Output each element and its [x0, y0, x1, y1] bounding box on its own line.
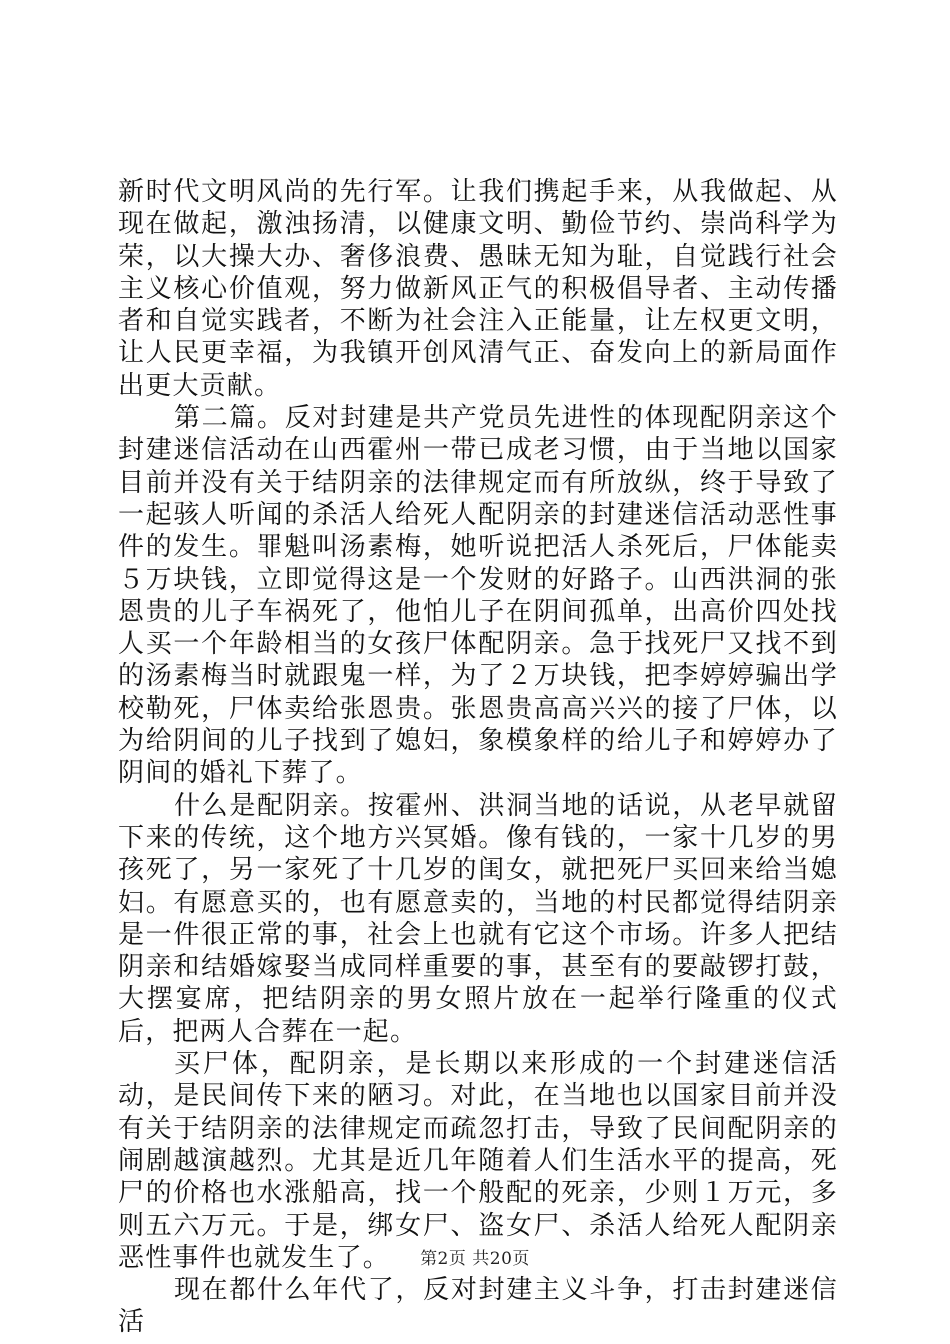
paragraph-4: 买尸体，配阴亲，是长期以来形成的一个封建迷信活动，是民间传下来的陋习。对此，在当地也以国家目前并没有关于结阴亲的法律规定而疏忽打击，导致了民间配阴亲的闹剧越演越烈。尤其是近几年随着人们生活水平的提高，死尸的价格也水涨船高，找一个般配的死亲，少则１万元，多则五六万元。于是，绑女尸、盗女尸、杀活人给死人配阴亲恶性事件也就发生了。 — [118, 1049, 838, 1273]
paragraph-3: 什么是配阴亲。按霍州、洪洞当地的话说，从老早就留下来的传统，这个地方兴冥婚。像有钱的，一家十几岁的男孩死了，另一家死了十几岁的闺女，就把死尸买回来给当媳妇。有愿意买的，也有愿意卖的，当地的村民都觉得结阴亲是一件很正常的事，社会上也就有它这个市场。许多人把结阴亲和结婚嫁娶当成同样重要的事，甚至有的要敲锣打鼓，大摆宴席，把结阴亲的男女照片放在一起举行隆重的仪式后，把两人合葬在一起。 — [118, 790, 838, 1047]
document-body — [118, 176, 838, 1339]
paragraph-1: 新时代文明风尚的先行军。让我们携起手来，从我做起、从现在做起，激浊扬清，以健康文明、勤俭节约、崇尚科学为荣，以大操大办、奢侈浪费、愚昧无知为耻，自觉践行社会主义核心价值观，努力做新风正气的积极倡导者、主动传播者和自觉实践者，不断为社会注入正能量，让左权更文明，让人民更幸福，为我镇开创风清气正、奋发向上的新局面作出更大贡献。 — [118, 177, 838, 401]
paragraph-2: 第二篇。反对封建是共产党员先进性的体现配阴亲这个封建迷信活动在山西霍州一带已成老习惯，由于当地以国家目前并没有关于结阴亲的法律规定而有所放纵，终于导致了一起骇人听闻的杀活人给死人配阴亲的封建迷信活动恶性事件的发生。罪魁叫汤素梅，她听说把活人杀死后，尸体能卖５万块钱，立即觉得这是一个发财的好路子。山西洪洞的张恩贵的儿子车祸死了，他怕儿子在阴间孤单，出高价四处找人买一个年龄相当的女孩尸体配阴亲。急于找死尸又找不到的汤素梅当时就跟鬼一样，为了２万块钱，把李婷婷骗出学校勒死，尸体卖给张恩贵。张恩贵高高兴兴的接了尸体，以为给阴间的儿子找到了媳妇，象模象样的给儿子和婷婷办了阴间的婚礼下葬了。 — [118, 403, 838, 789]
page-footer: 第2页 共20页 — [420, 1249, 530, 1269]
paragraph-5: 现在都什么年代了，反对封建主义斗争，打击封建迷信活 — [118, 1275, 838, 1338]
